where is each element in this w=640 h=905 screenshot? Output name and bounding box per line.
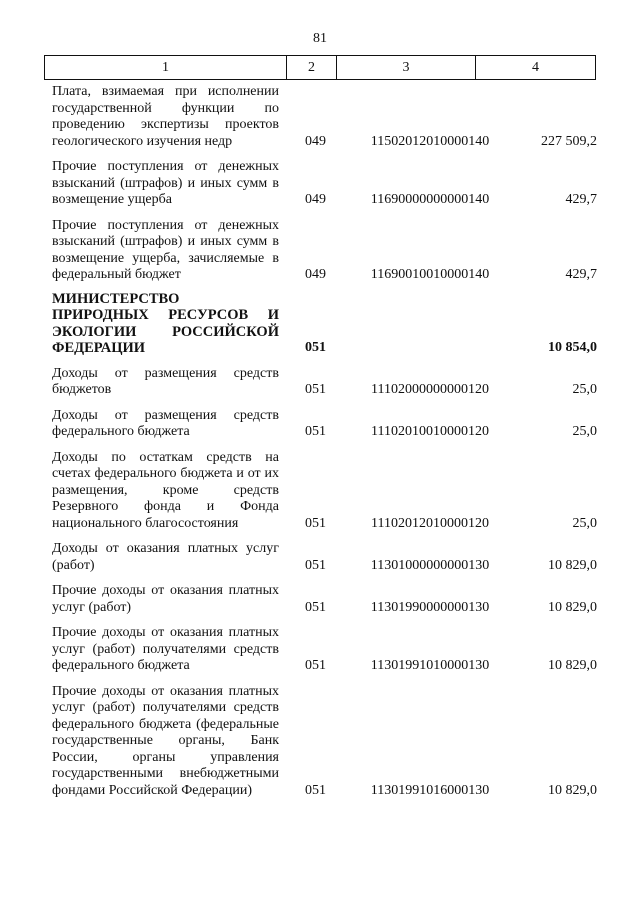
table-row [52,218,597,284]
row-classification-code: 11301000000000130 [370,557,490,573]
table-row [52,159,597,209]
column-header-row [45,56,596,80]
row-name: Прочие поступления от денежных взысканий (штрафов) и иных сумм в возмещение ущерба [52,159,279,207]
table-row [52,408,597,441]
row-admin-code: 051 [305,424,326,439]
row-amount: 10 829,0 [548,782,597,798]
ministry-total-amount: 10 854,0 [548,340,597,355]
row-name: Прочие доходы от оказания платных услуг (работ) получателями средств федерального бюджета (федеральные государственные органы, Банк России, органы управления государственными внебюджетными фондами Российской Федерации) [52,683,279,798]
row-admin-code: 051 [305,557,326,573]
table-row [52,541,597,574]
row-name: Прочие доходы от оказания платных услуг (работ) получателями средств федерального бюджета [52,625,279,673]
row-classification-code: 11301991010000130 [370,658,490,673]
page-number: 81 [313,31,327,46]
row-name: Плата, взимаемая при исполнении государственной функции по проведению экспертизы проектов геологического изучения недр [52,84,279,149]
row-classification-code: 11690010010000140 [370,267,490,282]
row-classification-code: 11301990000000130 [370,599,490,615]
row-name: Прочие поступления от денежных взысканий (штрафов) и иных сумм в возмещение ущерба, зачисляемые в федеральный бюджет [52,217,279,282]
row-admin-code: 049 [305,133,326,149]
row-classification-code: 11102000000000120 [371,382,489,397]
ministry-name: МИНИСТЕРСТВО ПРИРОДНЫХ РЕСУРСОВ И ЭКОЛОГИИ РОССИЙСКОЙ ФЕДЕРАЦИИ [52,290,279,356]
row-amount: 227 509,2 [541,133,597,149]
table-row [52,84,597,150]
ministry-admin-code: 051 [305,340,326,355]
row-name: Прочие доходы от оказания платных услуг (работ) [52,583,279,615]
row-admin-code: 051 [305,599,326,615]
row-admin-code: 049 [305,267,326,282]
table-row [52,625,597,675]
row-amount: 25,0 [572,382,597,397]
row-name: Доходы от размещения средств бюджетов [52,365,279,397]
row-amount: 10 829,0 [548,557,597,573]
column-header-table [44,55,596,80]
row-classification-code: 11301991016000130 [370,782,490,798]
column-header-2: 2 [287,56,337,80]
row-classification-code: 11690000000000140 [370,192,490,207]
row-name: Доходы по остаткам средств на счетах федерального бюджета и от их размещения, кроме средств Резервного фонда и Фонда национального благосостояния [52,449,279,531]
column-header-1: 1 [45,56,287,80]
column-header-4: 4 [476,56,596,80]
table-row [52,450,597,533]
column-header-3: 3 [337,56,476,80]
revenue-rows [52,84,597,808]
row-admin-code: 051 [305,515,326,531]
table-row [52,583,597,616]
row-admin-code: 051 [305,658,326,673]
row-amount: 10 829,0 [548,658,597,673]
row-amount: 25,0 [572,515,597,531]
table-row [52,684,597,800]
row-admin-code: 051 [305,782,326,798]
row-amount: 429,7 [565,267,597,282]
row-classification-code: 11102010010000120 [371,424,489,439]
ministry-row [52,291,597,357]
row-amount: 25,0 [572,424,597,439]
row-name: Доходы от оказания платных услуг (работ) [52,541,279,573]
row-name: Доходы от размещения средств федерального бюджета [52,407,279,439]
row-admin-code: 051 [305,382,326,397]
row-classification-code: 11102012010000120 [371,515,489,531]
row-amount: 429,7 [565,192,597,207]
row-classification-code: 11502012010000140 [370,133,490,149]
row-admin-code: 049 [305,192,326,207]
table-row [52,366,597,399]
row-amount: 10 829,0 [548,599,597,615]
